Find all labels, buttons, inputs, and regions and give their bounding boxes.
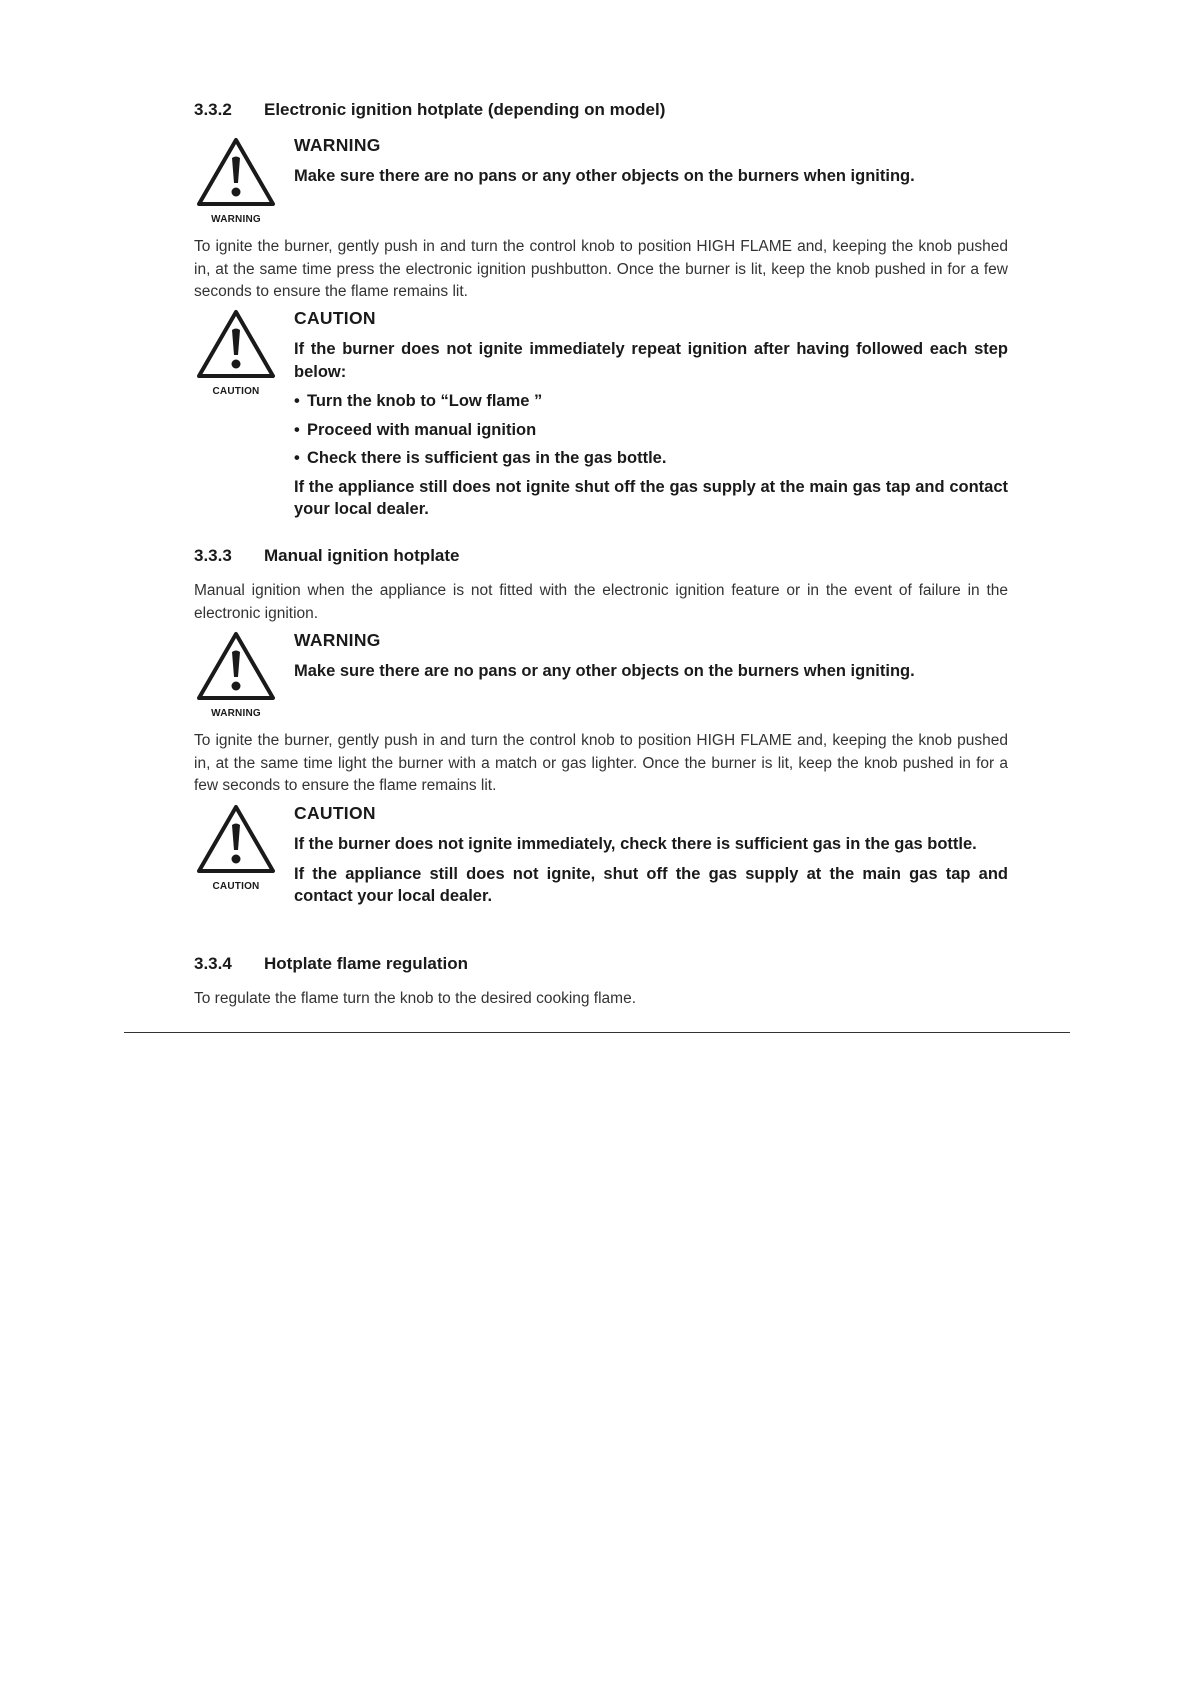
section-heading-3-3-2 bbox=[194, 100, 665, 120]
warning-triangle-icon bbox=[195, 630, 277, 702]
caution-text: If the appliance still does not ignite, shut off the gas supply at the main gas tap and contact your local dealer. bbox=[294, 864, 1008, 905]
section-number: 3.3.3 bbox=[194, 546, 232, 565]
warning-triangle-icon bbox=[195, 136, 277, 208]
footer-divider bbox=[124, 1032, 1070, 1033]
caution-step: • Turn the knob to “Low flame ” bbox=[294, 392, 543, 410]
caution-triangle-icon bbox=[195, 308, 277, 380]
warning-text: Make sure there are no pans or any other objects on the burners when igniting. bbox=[294, 662, 915, 680]
caution-step: • Proceed with manual ignition bbox=[294, 420, 537, 439]
section-title: Hotplate flame regulation bbox=[264, 954, 469, 973]
caution-outro: If the appliance still does not ignite shut off the gas supply at the main gas tap and contact your local dealer. bbox=[294, 477, 1008, 518]
warning-title: WARNING bbox=[294, 135, 381, 155]
caution-text: If the burner does not ignite immediately, check there is sufficient gas in the gas bottle. bbox=[294, 835, 977, 853]
manual-ignition-instructions: To ignite the burner, gently push in and turn the control knob to position HIGH FLAME and, keeping the knob pushed in, at the same time light the burner with a match or gas lighter. Once the burner is lit, keep the knob pushed in for a few seconds to ensure the flame remains lit. bbox=[194, 732, 1008, 794]
warning-sign bbox=[194, 630, 278, 719]
caution-notice bbox=[294, 803, 1008, 915]
warning-title: WARNING bbox=[294, 630, 381, 650]
section-title: Manual ignition hotplate bbox=[264, 546, 460, 565]
caution-sign bbox=[194, 803, 278, 892]
ignition-instructions: To ignite the burner, gently push in and turn the control knob to position HIGH FLAME and, keeping the knob pushed in, at the same time press the electronic ignition pushbutton. Once the burner is lit, keep the knob pushed in for a few seconds to ensure the flame remains lit. bbox=[194, 238, 1008, 300]
caution-sign bbox=[194, 308, 278, 397]
warning-notice bbox=[294, 630, 1008, 690]
caution-title: CAUTION bbox=[294, 308, 376, 328]
caution-icon-label: CAUTION bbox=[212, 386, 260, 397]
section-number: 3.3.4 bbox=[194, 954, 232, 973]
warning-text: Make sure there are no pans or any other objects on the burners when igniting. bbox=[294, 167, 915, 185]
section-heading-3-3-4 bbox=[194, 954, 468, 974]
flame-regulation-text: To regulate the flame turn the knob to the desired cooking flame. bbox=[194, 990, 637, 1007]
warning-notice bbox=[294, 135, 1008, 195]
caution-title: CAUTION bbox=[294, 803, 376, 823]
warning-icon-label: WARNING bbox=[211, 708, 261, 719]
section-heading-3-3-3 bbox=[194, 546, 459, 566]
section-title: Electronic ignition hotplate (depending on model) bbox=[264, 100, 666, 119]
caution-notice bbox=[294, 308, 1008, 528]
warning-sign bbox=[194, 136, 278, 225]
caution-intro: If the burner does not ignite immediately repeat ignition after having followed each step below: bbox=[294, 340, 1008, 381]
caution-step: • Check there is sufficient gas in the gas bottle. bbox=[294, 449, 667, 467]
caution-triangle-icon bbox=[195, 803, 277, 875]
manual-ignition-intro: Manual ignition when the appliance is not fitted with the electronic ignition feature or in the event of failure in the electronic ignition. bbox=[194, 582, 1008, 622]
caution-icon-label: CAUTION bbox=[212, 881, 260, 892]
section-number: 3.3.2 bbox=[194, 100, 232, 119]
warning-icon-label: WARNING bbox=[211, 214, 261, 225]
